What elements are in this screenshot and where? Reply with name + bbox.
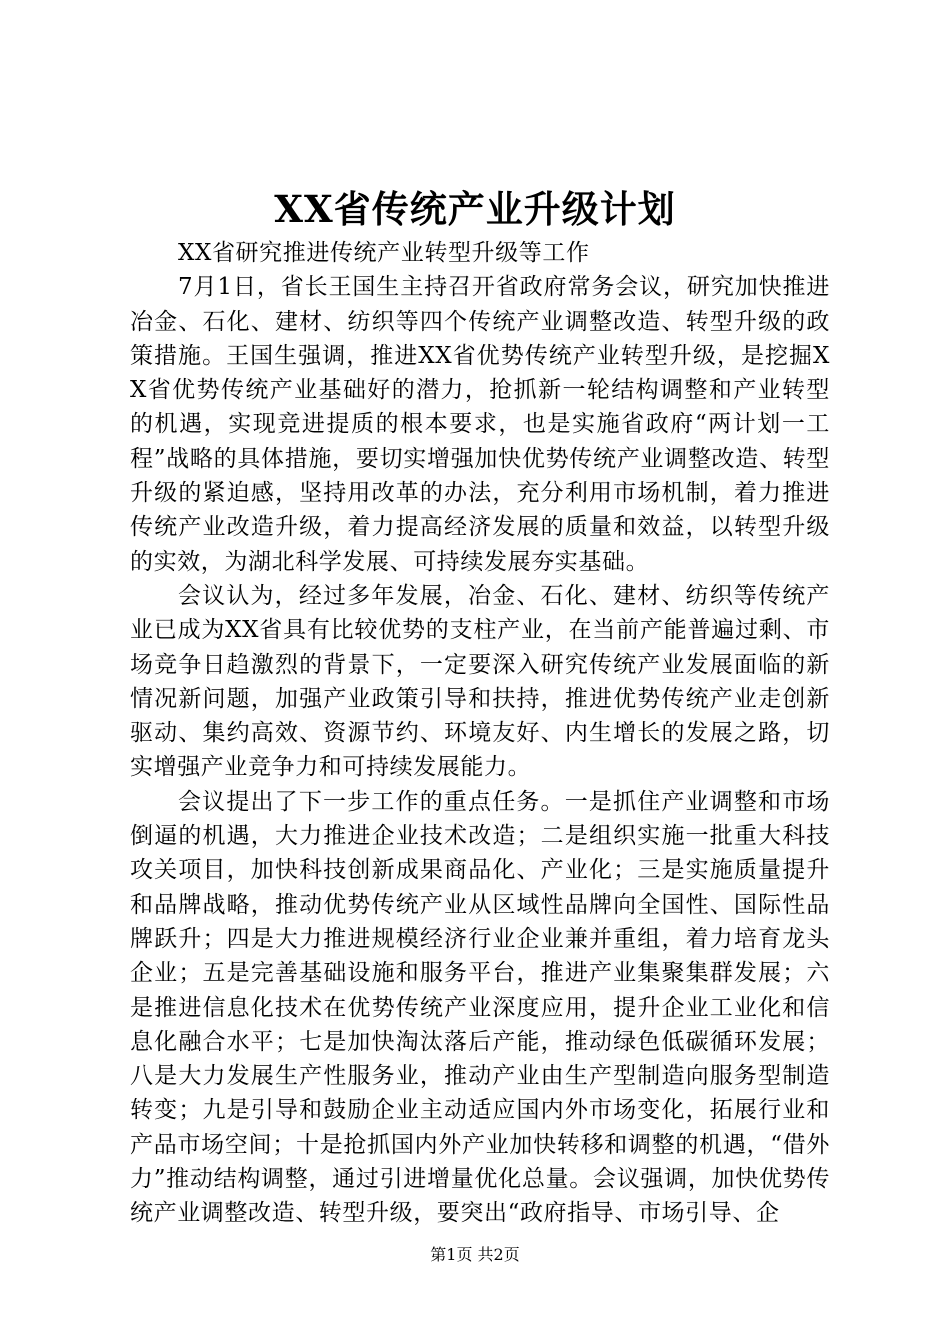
document-body xyxy=(130,236,830,1231)
paragraph-2: 会议认为，经过多年发展，冶金、石化、建材、纺织等传统产业已成为XX省具有比较优势的支柱产业，在当前产能普遍过剩、市场竞争日趋激烈的背景下，一定要深入研究传统产业发展面临的新情况新问题，加强产业政策引导和扶持，推进优势传统产业走创新驱动、集约高效、资源节约、环境友好、内生增长的发展之路，切实增强产业竞争力和可持续发展能力。 xyxy=(130,582,830,781)
document-subheading: XX省研究推进传统产业转型升级等工作 xyxy=(178,240,590,266)
paragraph-1: 7月1日，省长王国生主持召开省政府常务会议，研究加快推进冶金、石化、建材、纺织等四个传统产业调整改造、转型升级的政策措施。王国生强调，推进XX省优势传统产业转型升级，是挖掘XX省优势传统产业基础好的潜力，抢抓新一轮结构调整和产业转型的机遇，实现竞进提质的根本要求，也是实施省政府“两计划一工程”战略的具体措施，要切实增强加快优势传统产业调整改造、转型升级的紧迫感，坚持用改革的办法，充分利用市场机制，着力推进传统产业改造升级，着力提高经济发展的质量和效益，以转型升级的实效，为湖北科学发展、可持续发展夯实基础。 xyxy=(130,274,830,575)
document-title: XX省传统产业升级计划 xyxy=(274,187,676,231)
paragraph-3: 会议提出了下一步工作的重点任务。一是抓住产业调整和市场倒逼的机遇，大力推进企业技术改造；二是组织实施一批重大科技攻关项目，加快科技创新成果商品化、产业化；三是实施质量提升和品牌战略，推动优势传统产业从区域性品牌向全国性、国际性品牌跃升；四是大力推进规模经济行业企业兼并重组，着力培育龙头企业；五是完善基础设施和服务平台，推进产业集聚集群发展；六是推进信息化技术在优势传统产业深度应用，提升企业工业化和信息化融合水平；七是加快淘汰落后产能，推动绿色低碳循环发展；八是大力发展生产性服务业，推动产业由生产型制造向服务型制造转变；九是引导和鼓励企业主动适应国内外市场变化，拓展行业和产品市场空间；十是抢抓国内外产业加快转移和调整的机遇，“借外力”推动结构调整，通过引进增量优化总量。会议强调，加快优势传统产业调整改造、转型升级，要突出“政府指导、市场引导、企 xyxy=(130,788,830,1227)
page-number-footer: 第1页 共2页 xyxy=(430,1245,520,1264)
